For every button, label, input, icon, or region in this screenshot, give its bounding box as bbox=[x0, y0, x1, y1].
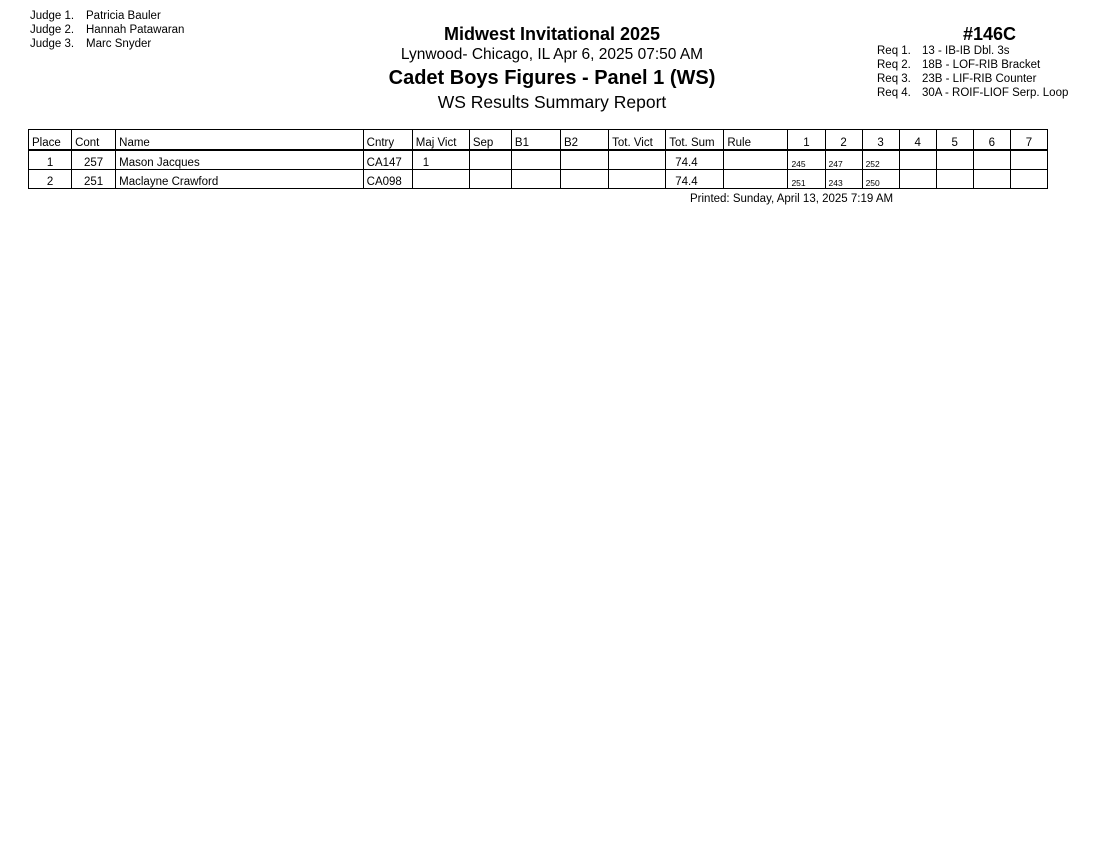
printed-timestamp: Printed: Sunday, April 13, 2025 7:19 AM bbox=[690, 193, 894, 205]
judges-list bbox=[30, 9, 184, 51]
cntry-cell: CA147 bbox=[363, 150, 412, 170]
b1-cell bbox=[511, 150, 560, 170]
judge-3-score-cell: 252 bbox=[862, 150, 899, 170]
requirement-text: 23B - LIF-RIB Counter bbox=[922, 73, 1037, 85]
column-header-judge-2: 2 bbox=[825, 130, 862, 151]
judge-2-score-cell: 243 bbox=[825, 170, 862, 189]
maj-vict-cell: 1 bbox=[412, 150, 469, 170]
table-row bbox=[29, 150, 1048, 170]
judge-5-score-cell bbox=[936, 170, 973, 189]
column-header-cntry: Cntry bbox=[363, 130, 412, 151]
cont-cell: 251 bbox=[72, 170, 116, 189]
requirement-text: 13 - IB-IB Dbl. 3s bbox=[922, 45, 1010, 57]
venue-line: Lynwood- Chicago, IL Apr 6, 2025 07:50 AM bbox=[400, 46, 704, 63]
judge-row bbox=[30, 37, 184, 51]
column-header-rule: Rule bbox=[724, 130, 788, 151]
table-header-row bbox=[29, 130, 1048, 151]
judge-row bbox=[30, 9, 184, 23]
column-header-cont: Cont bbox=[72, 130, 116, 151]
column-header-judge-4: 4 bbox=[899, 130, 936, 151]
requirement-text: 18B - LOF-RIB Bracket bbox=[922, 59, 1041, 71]
judge-3-score-cell: 250 bbox=[862, 170, 899, 189]
place-cell: 2 bbox=[29, 170, 72, 189]
b2-cell bbox=[561, 150, 609, 170]
results-table bbox=[28, 129, 1048, 189]
report-header bbox=[302, 23, 802, 114]
requirement-label: Req 3. bbox=[877, 73, 911, 85]
requirement-row bbox=[877, 86, 1068, 100]
rule-cell bbox=[724, 150, 788, 170]
maj-vict-cell bbox=[412, 170, 469, 189]
judge-4-score-cell bbox=[899, 170, 936, 189]
column-header-sep: Sep bbox=[469, 130, 511, 151]
judge-1-score-cell: 245 bbox=[788, 150, 825, 170]
tot-vict-cell bbox=[609, 150, 666, 170]
judge-7-score-cell bbox=[1010, 150, 1047, 170]
cntry-cell: CA098 bbox=[363, 170, 412, 189]
name-cell: Maclayne Crawford bbox=[116, 170, 363, 189]
column-header-judge-7: 7 bbox=[1010, 130, 1047, 151]
place-cell: 1 bbox=[29, 150, 72, 170]
column-header-judge-6: 6 bbox=[973, 130, 1010, 151]
event-code: #146C bbox=[963, 24, 1017, 44]
column-header-place: Place bbox=[29, 130, 72, 151]
judge-label: Judge 2. bbox=[30, 24, 75, 36]
column-header-b1: B1 bbox=[511, 130, 560, 151]
judge-1-score-cell: 251 bbox=[788, 170, 825, 189]
table-row bbox=[29, 170, 1048, 189]
judge-row bbox=[30, 23, 184, 37]
column-header-judge-5: 5 bbox=[936, 130, 973, 151]
column-header-name: Name bbox=[116, 130, 363, 151]
judge-5-score-cell bbox=[936, 150, 973, 170]
judge-name: Patricia Bauler bbox=[86, 10, 161, 22]
judge-4-score-cell bbox=[899, 150, 936, 170]
sep-cell bbox=[469, 150, 511, 170]
judge-2-score-cell: 247 bbox=[825, 150, 862, 170]
event-title: Midwest Invitational 2025 bbox=[443, 24, 661, 44]
b1-cell bbox=[511, 170, 560, 189]
column-header-judge-3: 3 bbox=[862, 130, 899, 151]
requirement-row bbox=[877, 58, 1068, 72]
judge-name: Marc Snyder bbox=[86, 38, 152, 50]
column-header-judge-1: 1 bbox=[788, 130, 825, 151]
sep-cell bbox=[469, 170, 511, 189]
rule-cell bbox=[724, 170, 788, 189]
column-header-maj-vict: Maj Vict bbox=[412, 130, 469, 151]
tot-vict-cell bbox=[609, 170, 666, 189]
column-header-tot-sum: Tot. Sum bbox=[666, 130, 724, 151]
requirements-list bbox=[877, 44, 1068, 100]
judge-label: Judge 1. bbox=[30, 10, 75, 22]
requirement-row bbox=[877, 72, 1068, 86]
requirement-row bbox=[877, 44, 1068, 58]
b2-cell bbox=[561, 170, 609, 189]
requirement-label: Req 1. bbox=[877, 45, 911, 57]
column-header-tot-vict: Tot. Vict bbox=[609, 130, 666, 151]
column-header-b2: B2 bbox=[561, 130, 609, 151]
judge-6-score-cell bbox=[973, 150, 1010, 170]
judge-7-score-cell bbox=[1010, 170, 1047, 189]
tot-sum-cell: 74.4 bbox=[666, 150, 724, 170]
judge-6-score-cell bbox=[973, 170, 1010, 189]
segment-title: Cadet Boys Figures - Panel 1 (WS) bbox=[388, 67, 716, 89]
name-cell: Mason Jacques bbox=[116, 150, 363, 170]
requirement-label: Req 2. bbox=[877, 59, 911, 71]
judge-label: Judge 3. bbox=[30, 38, 75, 50]
cont-cell: 257 bbox=[72, 150, 116, 170]
judge-name: Hannah Patawaran bbox=[86, 24, 185, 36]
report-title: WS Results Summary Report bbox=[437, 92, 667, 112]
requirement-text: 30A - ROIF-LIOF Serp. Loop bbox=[922, 87, 1069, 99]
requirement-label: Req 4. bbox=[877, 87, 911, 99]
tot-sum-cell: 74.4 bbox=[666, 170, 724, 189]
